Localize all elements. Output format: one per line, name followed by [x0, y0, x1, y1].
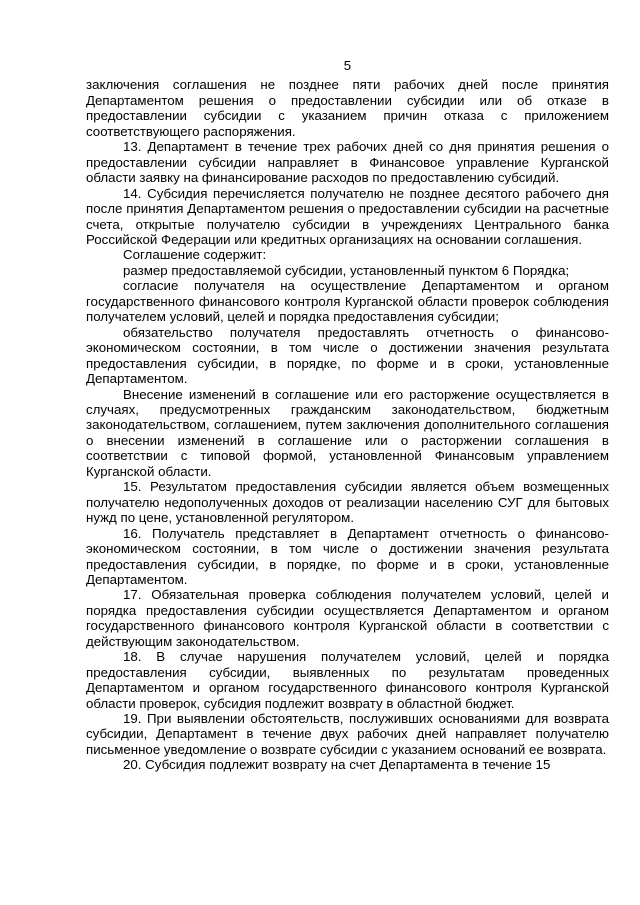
paragraph-item-17: 17. Обязательная проверка соблюдения получателем условий, целей и порядка предоставления субсидии осуществляется Департаментом и органом государственного финансового контроля Курганской области в соответствии с действующим законодательством. — [86, 587, 609, 649]
document-page — [86, 58, 609, 773]
paragraph-agreement-contains: Соглашение содержит: — [123, 247, 267, 263]
paragraph-item-19: 19. При выявлении обстоятельств, послуживших основаниями для возврата субсидии, Департамент в течение двух рабочих дней направляет получателю письменное уведомление о возврате субсидии с указанием оснований ее возврата. — [86, 711, 609, 757]
paragraph-amendments: Внесение изменений в соглашение или его расторжение осуществляется в случаях, предусмотренных гражданским законодательством, бюджетным законодательством, соглашением, путем заключения дополнительного соглашения о внесении изменений в соглашение или о расторжении соглашения в соответствии с типовой формой, установленной Финансовым управлением Курганской области. — [86, 386, 609, 479]
paragraph-obligation: обязательство получателя предоставлять отчетность о финансово-экономическом состоянии, в том числе о достижении значения результата предоставления субсидии, в порядке, по форме и в сроки, установленные Департаментом. — [86, 324, 609, 387]
paragraph-item-13: 13. Департамент в течение трех рабочих дней со дня принятия решения о предоставлении субсидии направляет в Финансовое управление Курганской области заявку на финансирование расходов по предоставлению субсидий. — [86, 139, 609, 186]
paragraph-subsidy-amount: размер предоставляемой субсидии, установленный пунктом 6 Порядка; — [123, 262, 570, 278]
paragraph-consent: согласие получателя на осуществление Департаментом и органом государственного финансового контроля Курганской области проверок соблюдения получателем условий, целей и порядка предоставления субсидии; — [86, 278, 609, 325]
paragraph-item-18: 18. В случае нарушения получателем условий, целей и порядка предоставления субсидии, выявленных по результатам проведенных Департаментом и органом государственного финансового контроля Курганской области проверок, субсидия подлежит возврату в областной бюджет. — [86, 649, 609, 711]
paragraph-continuation: заключения соглашения не позднее пяти рабочих дней после принятия Департаментом решения о предоставлении субсидии или об отказе в предоставлении субсидии с указанием причин отказа с приложением соответствующего распоряжения. — [86, 77, 609, 139]
paragraph-item-20: 20. Субсидия подлежит возврату на счет Департамента в течение 15 — [123, 757, 551, 773]
paragraph-item-15: 15. Результатом предоставления субсидии является объем возмещенных получателю недополученных доходов от реализации населению СУГ для бытовых нужд по цене, установленной регулятором. — [86, 479, 609, 526]
page-number: 5 — [343, 58, 352, 73]
paragraph-item-16: 16. Получатель представляет в Департамент отчетность о финансово-экономическом состоянии, в том числе о достижении значения результата предоставления субсидии, в порядке, по форме и в сроки, установленные Департаментом. — [86, 525, 609, 587]
paragraph-item-14: 14. Субсидия перечисляется получателю не позднее десятого рабочего дня после принятия Департаментом решения о предоставлении субсидии на расчетные счета, открытые получателю субсидии в учреждениях Центрального банка Российской Федерации или кредитных организациях на основании соглашения. — [86, 185, 609, 247]
